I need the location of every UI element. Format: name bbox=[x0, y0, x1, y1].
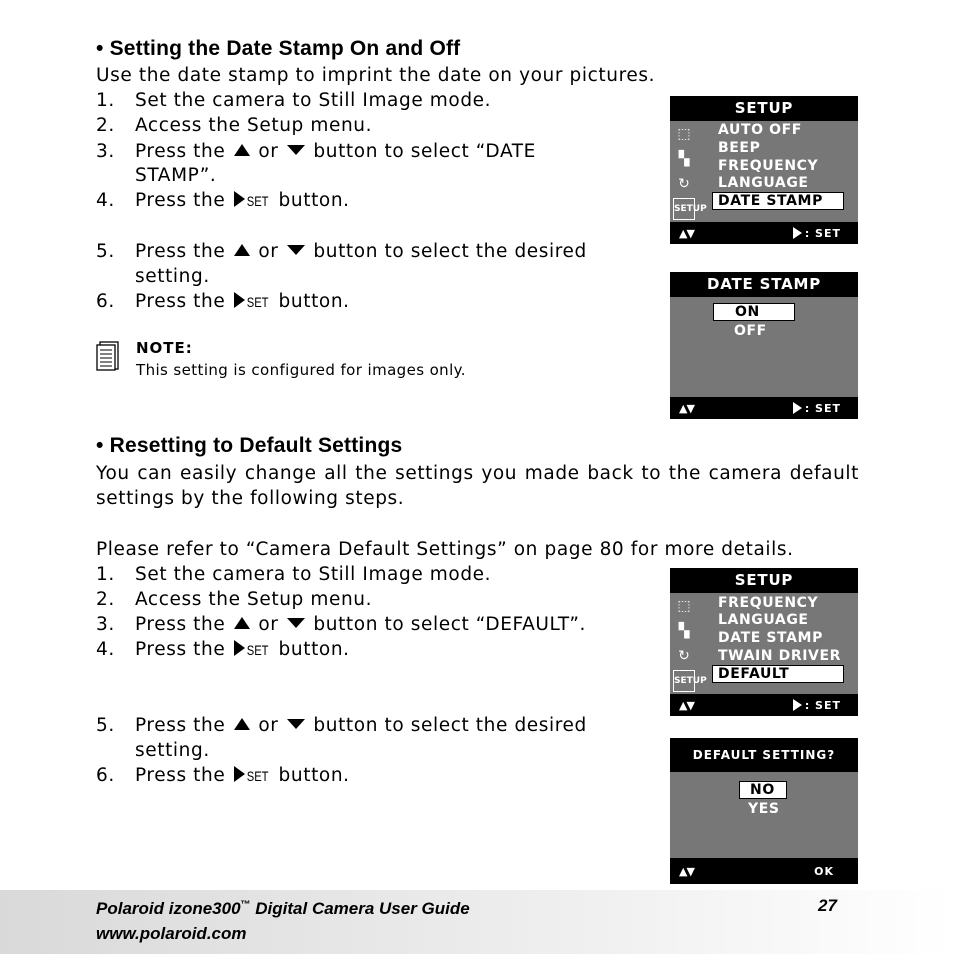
menu-item: LANGUAGE bbox=[718, 612, 809, 628]
step-3: 3. Press the or button to select “DEFAULT”. bbox=[96, 614, 587, 635]
setup-icon: SETUP bbox=[673, 670, 695, 692]
refer-text: Please refer to “Camera Default Settings” on page 80 for more details. bbox=[96, 539, 794, 560]
image-size-icon: ⬚ bbox=[677, 126, 691, 142]
camera-screen-date-stamp bbox=[670, 272, 858, 419]
self-timer-icon: ↻ bbox=[678, 648, 690, 664]
step-6: 6. Press the SET button. bbox=[96, 765, 350, 786]
menu-item: BEEP bbox=[718, 140, 761, 156]
nav-arrows: ▲▼ bbox=[679, 865, 694, 878]
option: YES bbox=[748, 801, 780, 817]
option: OFF bbox=[734, 323, 767, 339]
footer-title: Polaroid izone300™ Digital Camera User Guide bbox=[96, 899, 470, 918]
set-hint: : SET bbox=[793, 402, 841, 415]
step-2: 2. Access the Setup menu. bbox=[96, 589, 373, 610]
step-5-cont: setting. bbox=[135, 740, 210, 761]
right-arrow-icon bbox=[234, 292, 245, 308]
right-arrow-icon bbox=[793, 227, 802, 239]
option-selected: ON bbox=[713, 303, 795, 321]
camera-screen-default-setting bbox=[670, 738, 858, 884]
camera-screen-setup-default bbox=[670, 568, 858, 716]
step-5: 5. Press the or button to select the desired bbox=[96, 715, 587, 736]
step-3: 3. Press the or button to select “DATE bbox=[96, 141, 536, 162]
up-arrow-icon bbox=[234, 244, 250, 256]
step-5: 5. Press the or button to select the desired bbox=[96, 241, 587, 262]
image-size-icon: ⬚ bbox=[677, 598, 691, 614]
ok-hint: OK bbox=[814, 865, 834, 878]
step-6: 6. Press the SET button. bbox=[96, 291, 350, 312]
screen-title: SETUP bbox=[670, 96, 858, 121]
note-icon bbox=[96, 339, 120, 375]
quality-icon: ▚ bbox=[678, 623, 690, 639]
section-heading-date-stamp: • Setting the Date Stamp On and Off bbox=[96, 37, 461, 60]
setup-icon: SETUP bbox=[673, 198, 695, 220]
up-arrow-icon bbox=[234, 617, 250, 629]
up-arrow-icon bbox=[234, 718, 250, 730]
step-1: 1. Set the camera to Still Image mode. bbox=[96, 90, 492, 111]
menu-item: FREQUENCY bbox=[718, 595, 819, 611]
menu-item: DATE STAMP bbox=[718, 630, 823, 646]
down-arrow-icon bbox=[287, 245, 305, 255]
page-number: 27 bbox=[818, 896, 837, 915]
step-4: 4. Press the SET button. bbox=[96, 639, 350, 660]
quality-icon: ▚ bbox=[678, 151, 690, 167]
step-5-cont: setting. bbox=[135, 266, 210, 287]
up-arrow-icon bbox=[234, 144, 250, 156]
step-4: 4. Press the SET button. bbox=[96, 190, 350, 211]
screen-title: SETUP bbox=[670, 568, 858, 593]
option-selected: NO bbox=[739, 781, 787, 799]
footer-url: www.polaroid.com bbox=[96, 924, 247, 943]
self-timer-icon: ↻ bbox=[678, 176, 690, 192]
menu-item-selected: DEFAULT bbox=[712, 665, 844, 683]
nav-arrows: ▲▼ bbox=[679, 402, 694, 415]
screen-title: DEFAULT SETTING? bbox=[670, 738, 858, 772]
right-arrow-icon bbox=[793, 699, 802, 711]
step-2: 2. Access the Setup menu. bbox=[96, 115, 373, 136]
right-arrow-icon bbox=[234, 640, 245, 656]
menu-item-selected: DATE STAMP bbox=[712, 192, 844, 210]
step-1: 1. Set the camera to Still Image mode. bbox=[96, 564, 492, 585]
camera-screen-setup bbox=[670, 96, 858, 244]
nav-arrows: ▲▼ bbox=[679, 699, 694, 712]
down-arrow-icon bbox=[287, 618, 305, 628]
intro-text: Use the date stamp to imprint the date on your pictures. bbox=[96, 65, 656, 86]
menu-item: AUTO OFF bbox=[718, 122, 802, 138]
reset-intro: You can easily change all the settings you made back to the camera default settings by the following steps. bbox=[96, 463, 859, 509]
menu-item: FREQUENCY bbox=[718, 158, 819, 174]
note-text: This setting is configured for images only. bbox=[136, 361, 466, 379]
set-hint: : SET bbox=[793, 227, 841, 240]
screen-title: DATE STAMP bbox=[670, 272, 858, 297]
right-arrow-icon bbox=[234, 766, 245, 782]
menu-item: LANGUAGE bbox=[718, 175, 809, 191]
step-3-cont: STAMP”. bbox=[135, 165, 217, 186]
menu-item: TWAIN DRIVER bbox=[718, 648, 841, 664]
section-heading-reset: • Resetting to Default Settings bbox=[96, 434, 403, 457]
down-arrow-icon bbox=[287, 719, 305, 729]
note-label: NOTE: bbox=[136, 339, 193, 357]
set-hint: : SET bbox=[793, 699, 841, 712]
down-arrow-icon bbox=[287, 145, 305, 155]
right-arrow-icon bbox=[234, 191, 245, 207]
nav-arrows: ▲▼ bbox=[679, 227, 694, 240]
right-arrow-icon bbox=[793, 402, 802, 414]
